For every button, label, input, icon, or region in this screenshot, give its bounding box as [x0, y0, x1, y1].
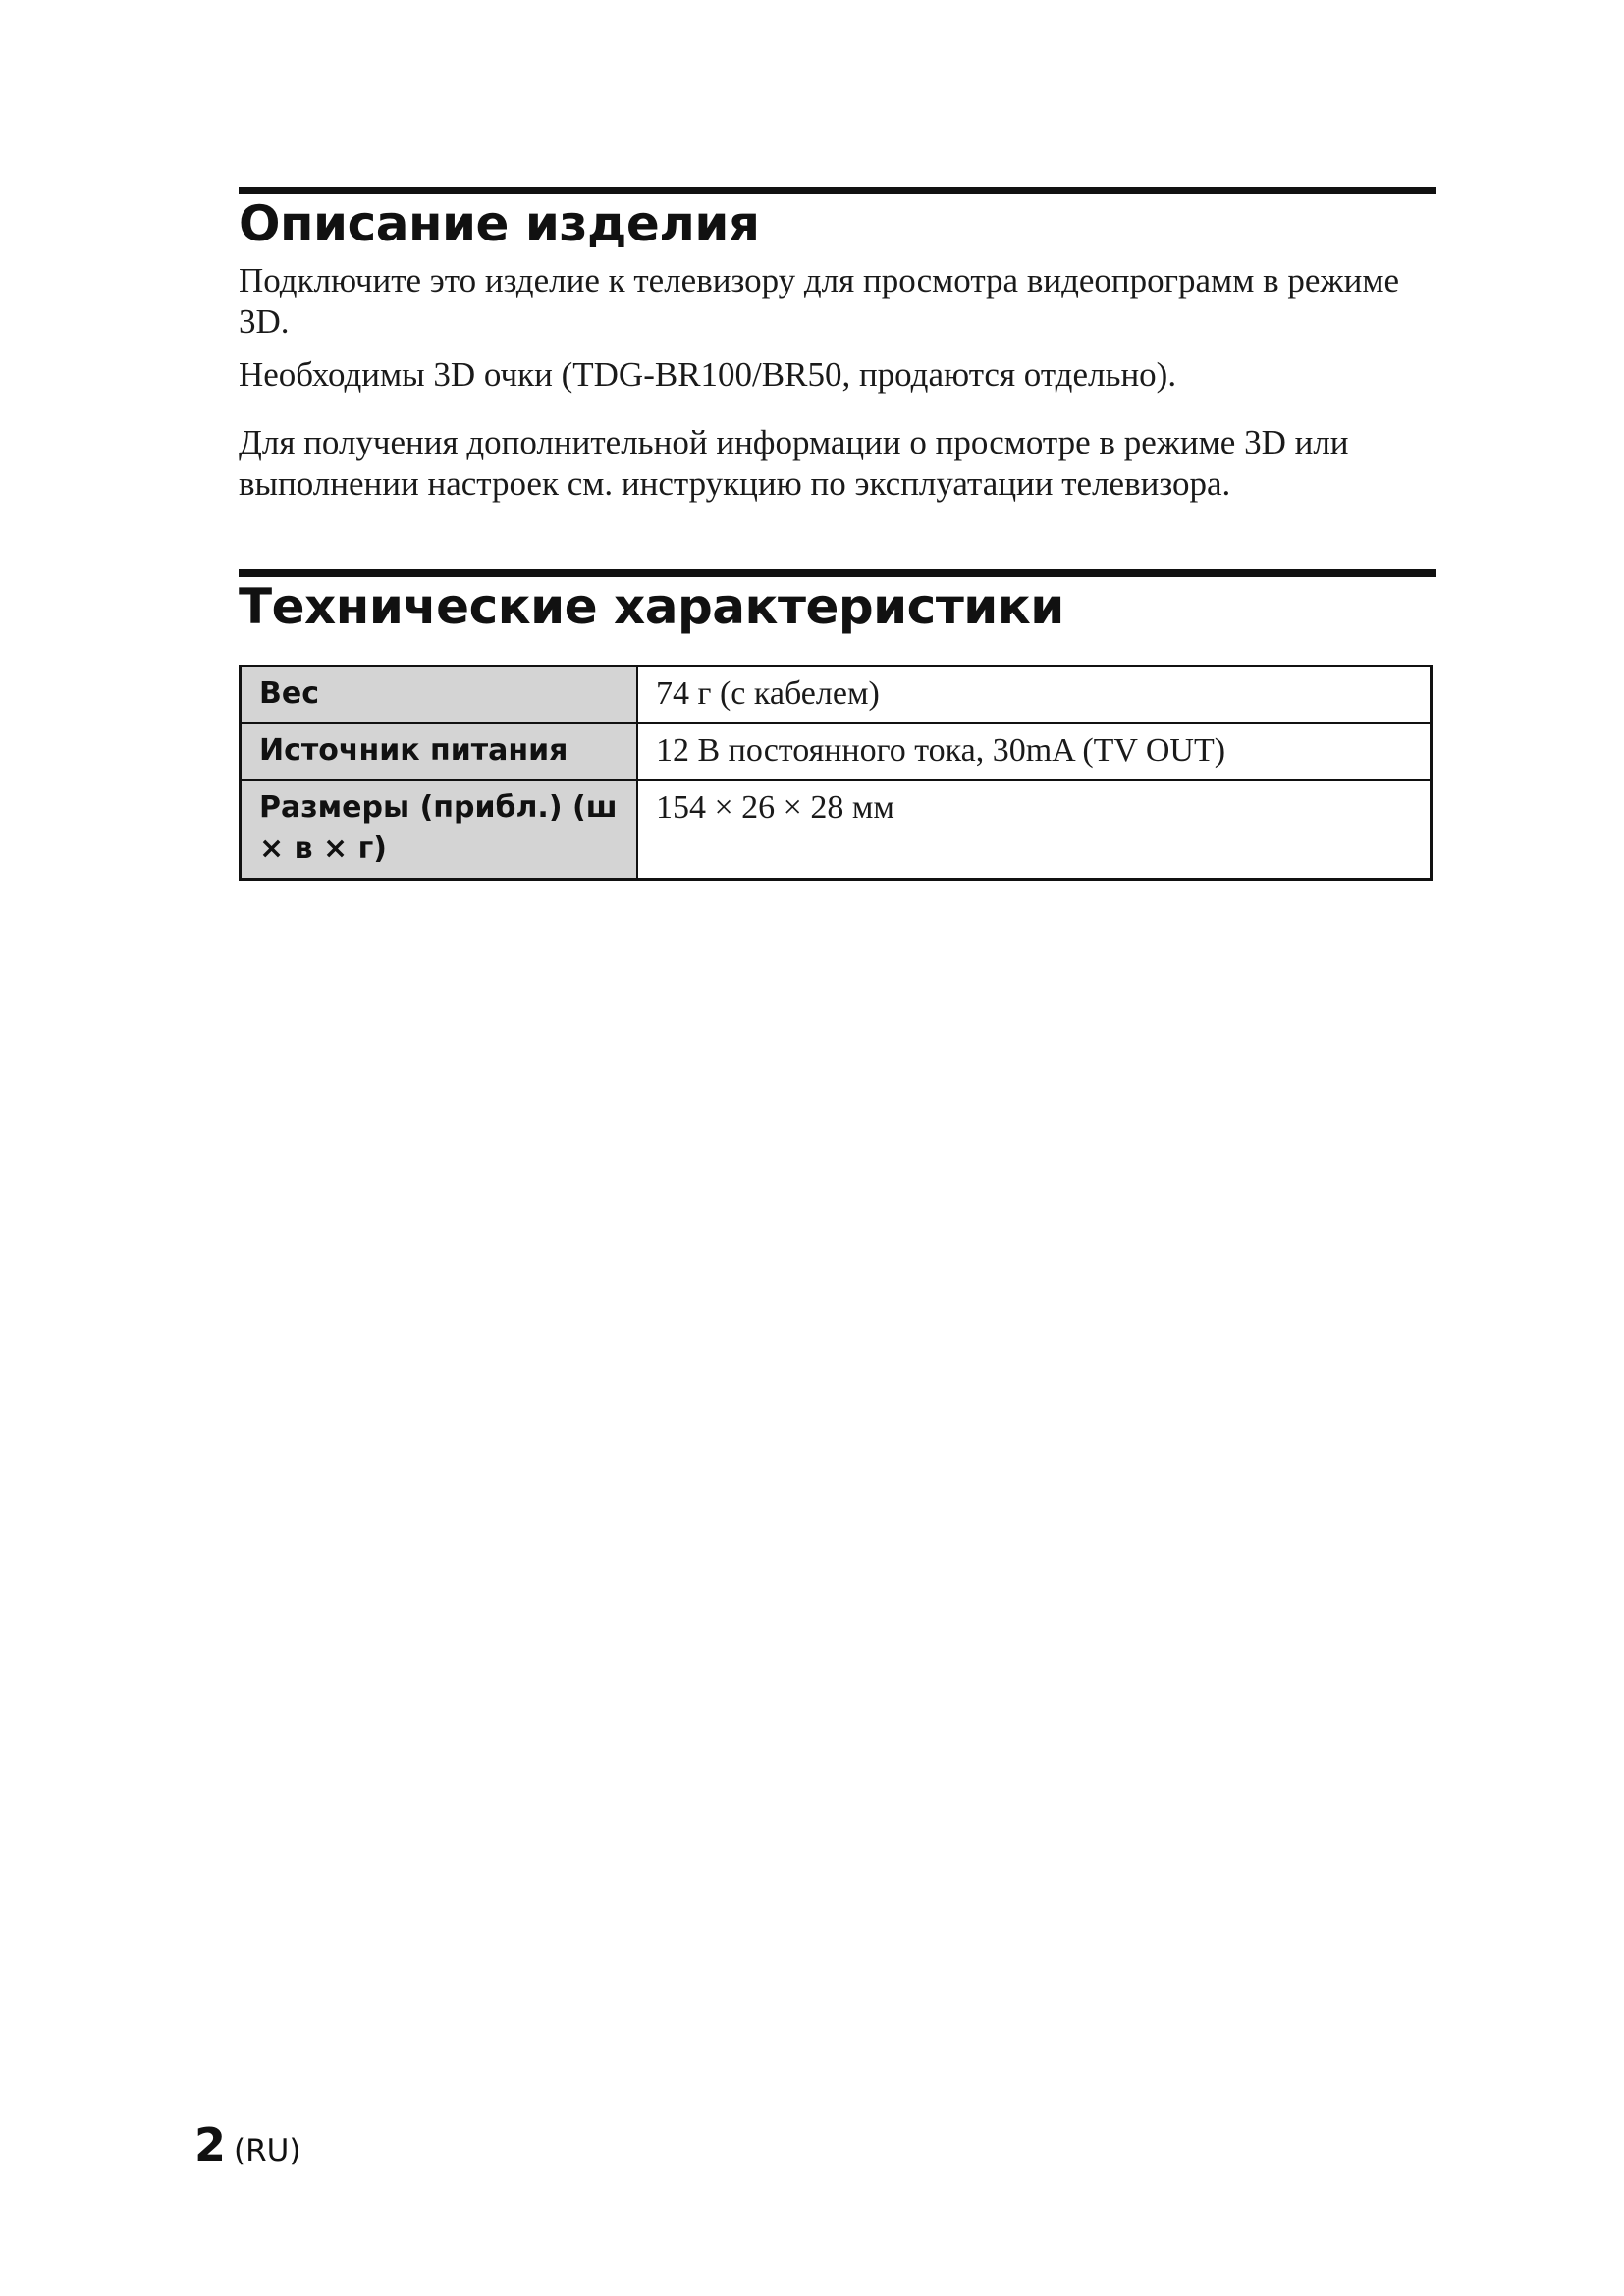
spec-value-weight: 74 г (с кабелем)	[637, 667, 1432, 724]
spec-label-power-source: Источник питания	[241, 723, 638, 780]
table-row	[241, 723, 1432, 780]
description-paragraph-connect: Подключите это изделие к телевизору для просмотра видеопрограмм в режиме 3D.	[239, 261, 1400, 341]
page-number: 2	[194, 2118, 227, 2171]
language-code: (RU)	[234, 2133, 301, 2168]
page-footer	[194, 2118, 300, 2171]
table-row	[241, 780, 1432, 880]
section-divider-specifications	[239, 569, 1436, 577]
section-title-specifications: Технические характеристики	[239, 578, 1064, 635]
description-paragraph-glasses: Необходимы 3D очки (TDG-BR100/BR50, продаются отдельно).	[239, 355, 1177, 394]
spec-label-weight: Вес	[241, 667, 638, 724]
specifications-table	[239, 665, 1433, 881]
spec-label-dimensions: Размеры (прибл.) (ш × в × г)	[241, 780, 638, 880]
spec-value-dimensions: 154 × 26 × 28 мм	[637, 780, 1432, 880]
section-title-description: Описание изделия	[239, 195, 760, 252]
spec-value-power-source: 12 В постоянного тока, 30mA (TV OUT)	[637, 723, 1432, 780]
description-paragraph-more-info: Для получения дополнительной информации о просмотре в режиме 3D или выполнении настроек см. инструкцию по эксплуатации телевизора.	[239, 423, 1349, 503]
table-row	[241, 667, 1432, 724]
section-divider-description	[239, 187, 1436, 194]
